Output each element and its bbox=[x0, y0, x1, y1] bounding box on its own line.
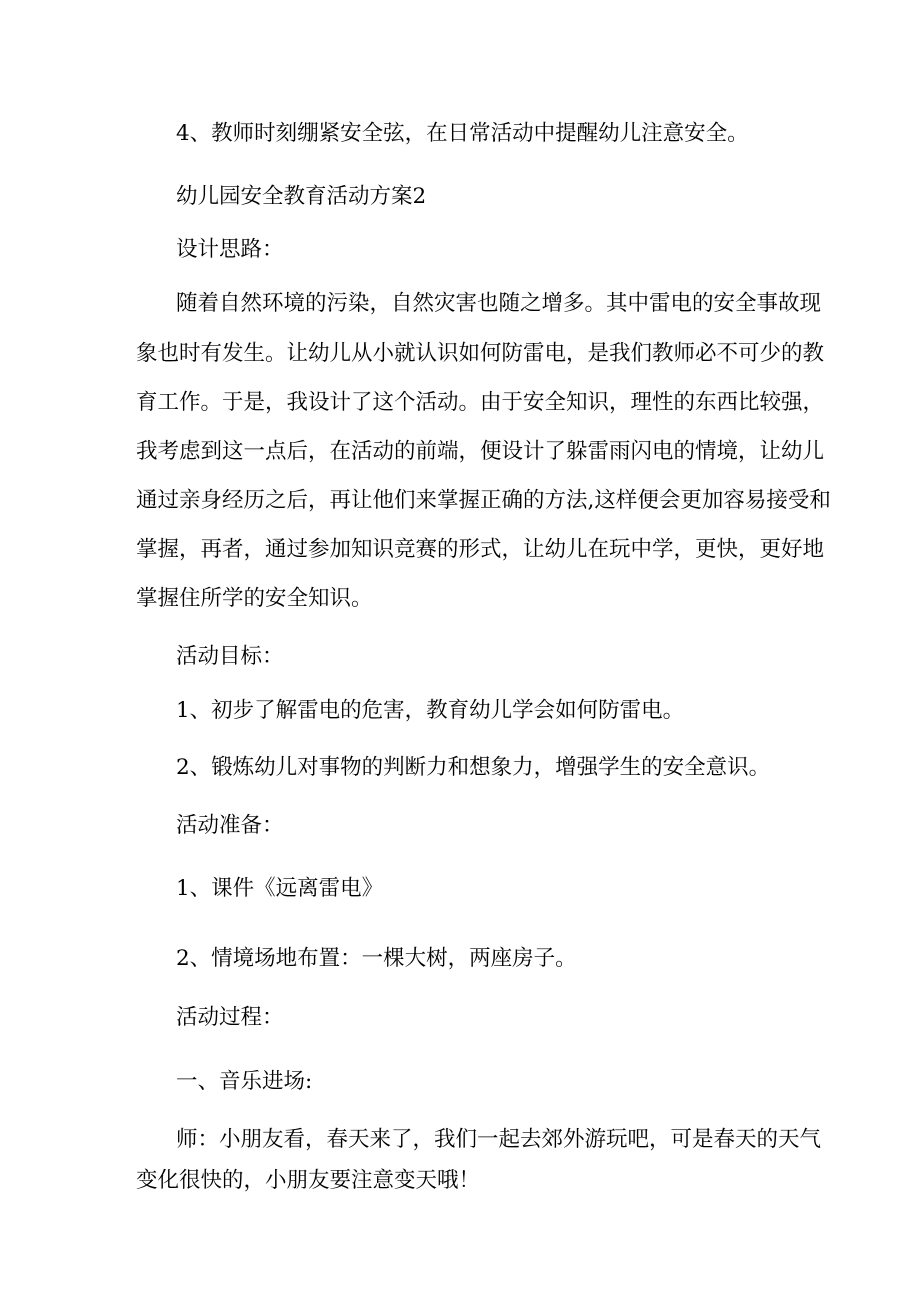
step-heading-music-entry: 一、音乐进场: bbox=[176, 1069, 313, 1094]
paragraph-line: 育工作。于是，我设计了这个活动。由于安全知识，理性的东西比较强， bbox=[136, 390, 825, 415]
paragraph-safety-reminder: 4、教师时刻绷紧安全弦，在日常活动中提醒幼儿注意安全。 bbox=[176, 121, 749, 146]
heading-activity-process: 活动过程： bbox=[176, 1005, 284, 1030]
paragraph-line: 通过亲身经历之后，再让他们来掌握正确的方法,这样便会更加容易接受和 bbox=[136, 488, 831, 513]
heading-design-idea: 设计思路： bbox=[176, 237, 284, 262]
paragraph-line: 随着自然环境的污染，自然灾害也随之增多。其中雷电的安全事故现 bbox=[176, 291, 822, 316]
heading-activity-goals: 活动目标： bbox=[176, 644, 284, 669]
prep-item-2: 2、情境场地布置：一棵大树，两座房子。 bbox=[176, 946, 577, 971]
section-title-plan-2: 幼儿园安全教育活动方案2 bbox=[176, 184, 427, 209]
paragraph-line: 象也时有发生。让幼儿从小就认识如何防雷电，是我们教师必不可少的教 bbox=[136, 341, 825, 366]
goal-item-1: 1、初步了解雷电的危害，教育幼儿学会如何防雷电。 bbox=[176, 698, 685, 723]
paragraph-line: 师：小朋友看，春天来了，我们一起去郊外游玩吧，可是春天的天气 bbox=[176, 1127, 822, 1152]
goal-item-2: 2、锻炼幼儿对事物的判断力和想象力，增强学生的安全意识。 bbox=[176, 755, 771, 780]
paragraph-line: 我考虑到这一点后，在活动的前端，便设计了躲雷雨闪电的情境，让幼儿 bbox=[136, 439, 825, 464]
heading-activity-preparation: 活动准备： bbox=[176, 813, 284, 838]
paragraph-line: 掌握，再者，通过参加知识竞赛的形式，让幼儿在玩中学，更快，更好地 bbox=[136, 537, 825, 562]
paragraph-line: 掌握住所学的安全知识。 bbox=[136, 586, 373, 611]
paragraph-line: 变化很快的，小朋友要注意变天哦！ bbox=[136, 1168, 481, 1193]
prep-item-1: 1、课件《远离雷电》 bbox=[176, 876, 384, 901]
